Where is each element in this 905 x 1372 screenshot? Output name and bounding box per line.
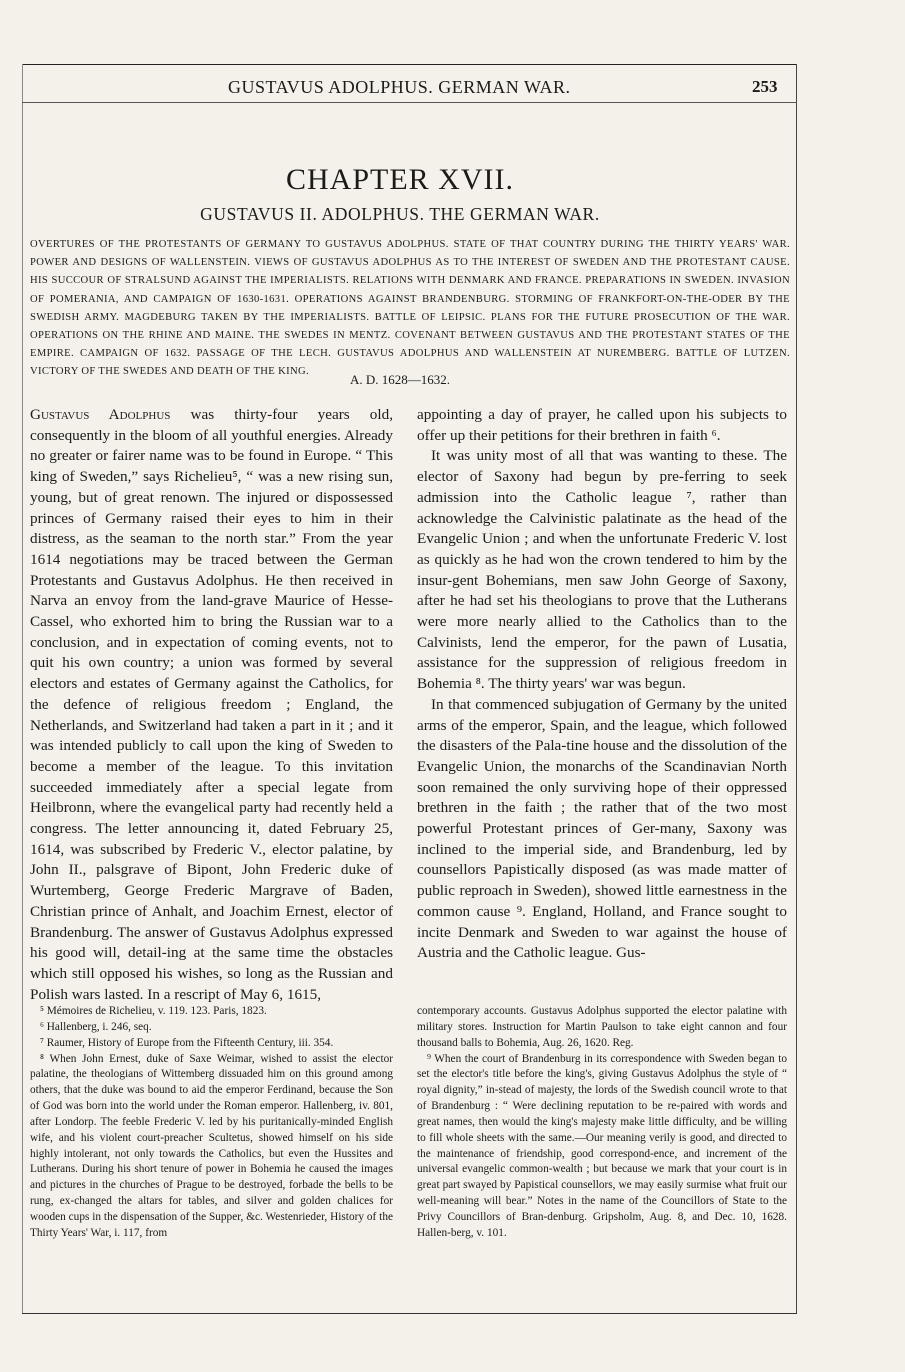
footnotes-left [30, 1004, 393, 1242]
running-head: GUSTAVUS ADOLPHUS. GERMAN WAR. [228, 77, 571, 97]
top-border-rule [22, 64, 797, 65]
footnote: ⁸ When John Ernest, duke of Saxe Weimar, wished to assist the elector palatine, the theologians of Wittemberg dissuaded him on this ground among others, that the duke was bound to aid the emperor Ferdinand, because the Son of God was born into the world under the Roman emperor. Hallenberg, iv. 801, after Londorp. The feeble Frederic V. led by his puritanically-minded English wife, and his violent court-preacher Scultetus, showed himself on his side highly intolerant, not only towards the Catholics, but even the Hussites and Lutherans. During his short tenure of power in Bohemia he caused the images and pictures in the churches of Prague to be destroyed, forbade the bells to be rung, ex-changed the altars for tables, and silver and golden chalices for wooden cups in the dispensation of the Supper, &c. Westenrieder, History of the Thirty Years' War, i. 117, from [30, 1052, 393, 1239]
right-text-column [417, 405, 787, 964]
chapter-dates: A. D. 1628—1632. [349, 372, 451, 387]
right-paragraph-1: appointing a day of prayer, he called upon his subjects to offer up their petitions for their brethren in faith ⁶. [417, 406, 787, 444]
header-rule [22, 102, 797, 103]
footnote: ⁵ Mémoires de Richelieu, v. 119. 123. Paris, 1823. [40, 1005, 267, 1017]
left-text-column [30, 405, 393, 1005]
footnote: ⁶ Hallenberg, i. 246, seq. [40, 1020, 152, 1033]
right-paragraph-2: It was unity most of all that was wanting to these. The elector of Saxony had begun by pre-ferring to seek admission into the Catholic league ⁷, rather than acknowledge the Calvinistic palatinate as the head of the Evangelic Union ; and when the unfortunate Frederic V. lost as quickly as he had won the crown tendered to him by the insur-gent Bohemians, men saw John George of Saxony, after he had set his theologians to prove that the Lutherans were more nearly allied to the Catholics than to the Calvinists, lend the emperor, for the pawn of Lusatia, assistance for the suppression of religious freedom in Bohemia ⁸. The thirty years' war was begun. [417, 447, 787, 693]
bottom-border-rule [22, 1313, 797, 1314]
footnotes-right [417, 1004, 787, 1242]
chapter-subtitle: GUSTAVUS II. ADOLPHUS. THE GERMAN WAR. [200, 204, 600, 224]
footnote-continued: contemporary accounts. Gustavus Adolphus supported the elector palatine with military stores. Instruction for Martin Paulson to take eight cannon and four thousand balls to Bohemia, Aug. 26, 1620. Reg. [417, 1005, 787, 1049]
right-paragraph-3: In that commenced subjugation of Germany by the united arms of the emperor, Spain, and the league, which followed the disasters of the Pala-tine house and the dissolution of the Evangelic Union, the monarchs of the Scandinavian North soon remained the only surviving hope of their oppressed brethren in the faith ; the rather that of the two most powerful Protestant princes of Ger-many, Saxony was inclined to the imperial side, and Brandenburg, led by counsellors Papistically disposed (as was made matter of public reproach in Sweden), showed little earnestness in the common cause ⁹. England, Holland, and France sought to incite Denmark and Sweden to war against the house of Austria and the Catholic league. Gus- [417, 695, 787, 962]
right-border-rule [796, 64, 797, 1314]
chapter-synopsis: OVERTURES OF THE PROTESTANTS OF GERMANY TO GUSTAVUS ADOLPHUS. STATE OF THAT COUNTRY DURING THE THIRTY YEARS' WAR. POWER AND DESIGNS OF WALLENSTEIN. VIEWS OF GUSTAVUS ADOLPHUS AS TO THE INTEREST OF SWEDEN AND THE PROTESTANT CAUSE. HIS SUCCOUR OF STRALSUND AGAINST THE IMPERIALISTS. RELATIONS WITH DENMARK AND FRANCE. PREPARATIONS IN SWEDEN. INVASION OF POMERANIA, AND CAMPAIGN OF 1630-1631. OPERATIONS AGAINST BRANDENBURG. STORMING OF FRANKFORT-ON-THE-ODER BY THE SWEDISH ARMY. MAGDEBURG TAKEN BY THE IMPERIALISTS. BATTLE OF LEIPSIC. PLANS FOR THE FUTURE PROSECUTION OF THE WAR. OPERATIONS ON THE RHINE AND MAINE. THE SWEDES IN MENTZ. COVENANT BETWEEN GUSTAVUS AND THE PROTESTANT STATES OF THE EMPIRE. CAMPAIGN OF 1632. PASSAGE OF THE LECH. GUSTAVUS ADOLPHUS AND WALLENSTEIN AT NUREMBERG. BATTLE OF LUTZEN. VICTORY OF THE SWEDES AND DEATH OF THE KING. [30, 239, 790, 378]
left-border-rule [22, 64, 23, 1314]
left-paragraph: was thirty-four years old, consequently in the bloom of all youthful energies. Already no greater or fairer name was to be found in Europe. “ This king of Sweden,” says Richelieu⁵, “ was a new rising sun, young, but of great renown. The injured or dispossessed princes of Germany raised their eyes to him in their distress, as the seaman to the north star.” From the year 1614 negotiations may be traced between the German Protestants and Gustavus Adolphus. He then received in Narva an envoy from the land-grave Maurice of Hesse-Cassel, who exhorted him to bring the Russian war to a conclusion, and in expectation of coming events, not to quit his own country; a union was formed by several electors and estates of Germany against the Catholics, for the defence of religious freedom ; England, the Netherlands, and Switzerland had taken a part in it ; and it was intended publicly to call upon the king of Sweden to become a member of the league. To this invitation succeeded immediately after a special legate from Heilbronn, where the evangelical party had recently held a congress. The letter announcing it, dated February 25, 1614, was subscribed by Frederic V., elector palatine, by John II., palsgrave of Bipont, John Frederic duke of Wurtemberg, George Frederic Margrave of Baden, Christian prince of Anhalt, and Joachim Ernest, elector of Brandenburg. The answer of Gustavus Adolphus expressed his good will, detail-ing at the same time the obstacles which still opposed his wishes, so long as the Russian and Polish wars lasted. In a rescript of May 6, 1615, [30, 406, 393, 1003]
lead-words: Gustavus Adolphus [30, 406, 171, 423]
footnote: ⁹ When the court of Brandenburg in its correspondence with Sweden began to set the elector's title before the king's, giving Gustavus Adolphus the style of “ royal dignity,” in-stead of majesty, the lords of the Swedish council wrote to that of Brandenburg : “ Were declining reputation to be re-paired with words and great names, then would the king's majesty make little difficulty, and be willing to fill whole sheets with the same.—Our meaning verily is good, and directed to the maintenance of friendship, good correspond-ence, and increment of the universal evangelic common-wealth ; but because we mark that your court is in great part swayed by Papistical counsellors, we may easily surmise what fruit our well-meaning will bear.” Notes in the name of the Councillors of State to the Privy Councillors of Bran-denburg. Gripsholm, Aug. 8, and Dec. 10, 1628. Hallen-berg, v. 101. [417, 1052, 787, 1239]
footnote: ⁷ Raumer, History of Europe from the Fifteenth Century, iii. 354. [40, 1036, 334, 1049]
page-number: 253 [752, 77, 778, 96]
chapter-title: CHAPTER XVII. [286, 163, 514, 196]
